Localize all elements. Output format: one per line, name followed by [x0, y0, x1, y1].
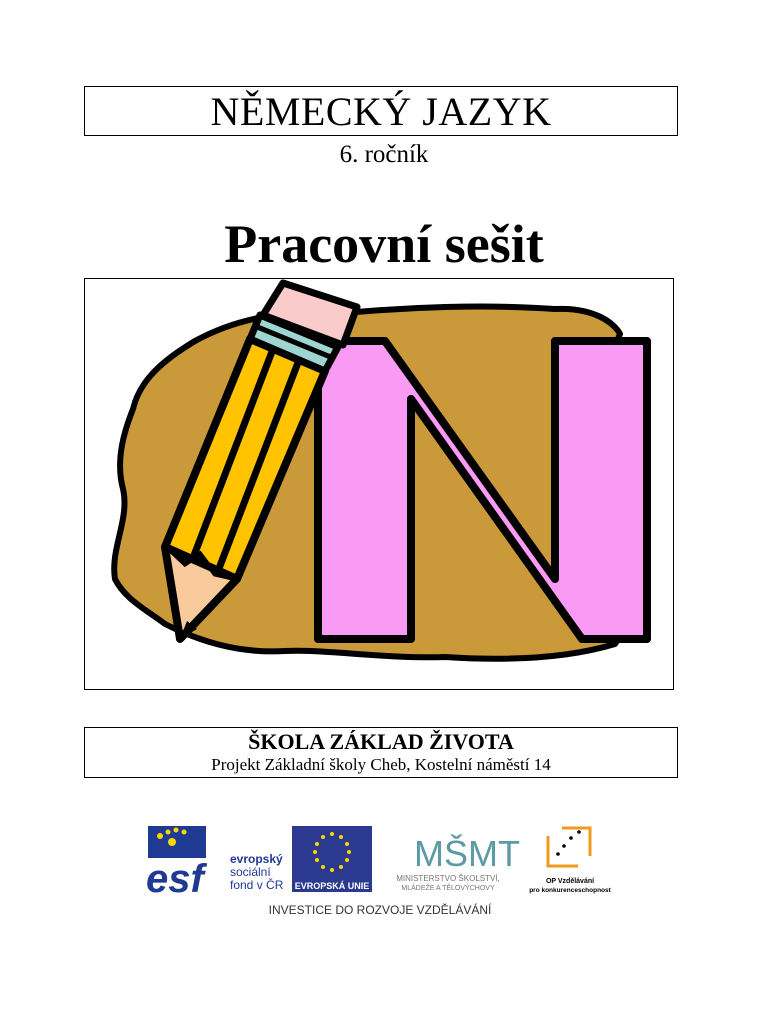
esf-line1: evropský [230, 852, 283, 866]
msmt-mark: MŠMT [414, 833, 520, 874]
msmt-logo [396, 833, 520, 892]
subject-title-box [84, 86, 678, 136]
funding-logos [130, 808, 630, 928]
school-name: ŠKOLA ZÁKLAD ŽIVOTA [248, 729, 514, 754]
school-box [84, 727, 678, 778]
op-logo [529, 828, 611, 894]
msmt-line2: MLÁDEŽE A TĚLOVÝCHOVY [401, 885, 495, 892]
eu-label: EVROPSKÁ UNIE [294, 881, 370, 891]
esf-mark: esf [146, 857, 204, 901]
op-line2: pro konkurenceschopnost [529, 887, 611, 894]
workbook-title: Pracovní sešit [224, 214, 544, 274]
msmt-line1: MINISTERSTVO ŠKOLSTVÍ, [396, 874, 500, 883]
funding-logos-svg [130, 808, 630, 928]
pencil-and-letter-n-icon [85, 279, 675, 691]
grade-label: 6. ročník [339, 141, 429, 168]
esf-logo [146, 826, 284, 901]
esf-line2: sociální [230, 865, 271, 879]
esf-line3: fond v ČR [230, 878, 284, 892]
school-project: Projekt Základní školy Cheb, Kostelní náměstí 14 [211, 755, 551, 774]
op-line1: OP Vzdělávání [545, 878, 595, 885]
cover-illustration [84, 278, 674, 690]
funding-tagline: INVESTICE DO ROZVOJE VZDĚLÁVÁNÍ [268, 903, 492, 917]
eu-logo [292, 826, 372, 892]
subject-title: NĚMECKÝ JAZYK [210, 88, 552, 134]
